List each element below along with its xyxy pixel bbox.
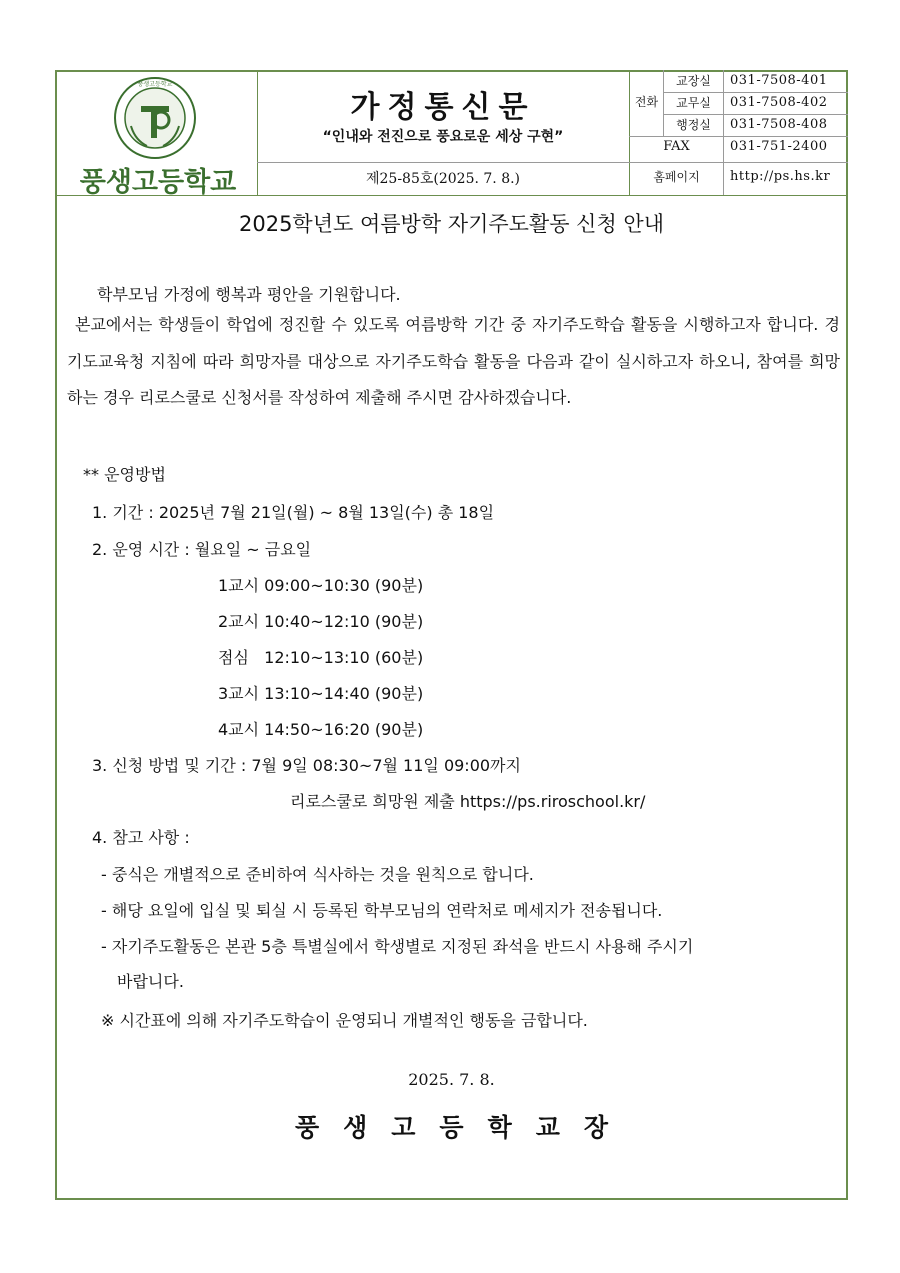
warning-note: ※ 시간표에 의해 자기주도학습이 운영되니 개별적인 행동을 금합니다. xyxy=(101,1011,588,1030)
contact-label: 교무실 xyxy=(676,96,711,110)
note-item: - 중식은 개별적으로 준비하여 식사하는 것을 원칙으로 합니다. xyxy=(101,865,534,884)
contact-number: 031-7508-402 xyxy=(730,95,828,110)
greeting: 학부모님 가정에 행복과 평안을 기원합니다. xyxy=(97,285,401,304)
schedule-row: 4교시 14:50~16:20 (90분) xyxy=(218,720,424,739)
fax-number: 031-751-2400 xyxy=(730,139,828,154)
notice-title: 2025학년도 여름방학 자기주도활동 신청 안내 xyxy=(238,212,664,236)
school-motto: “인내와 전진으로 풍요로운 세상 구현” xyxy=(322,129,564,145)
schedule-row: 2교시 10:40~12:10 (90분) xyxy=(218,612,424,631)
issue-number: 제25-85호(2025. 7. 8.) xyxy=(365,171,521,187)
schedule-row: 1교시 09:00~10:30 (90분) xyxy=(218,576,424,595)
method-heading: ** 운영방법 xyxy=(83,465,166,484)
note-item: - 자기주도활동은 본관 5층 특별실에서 학생별로 지정된 좌석을 반드시 사용해 주시기 xyxy=(101,937,694,956)
apply-item: 3. 신청 방법 및 기간 : 7월 9일 08:30~7월 11일 09:00까지 xyxy=(92,756,521,775)
school-logo-area xyxy=(55,70,257,198)
schedule-row: 3교시 13:10~14:40 (90분) xyxy=(218,684,424,703)
contact-label: 교장실 xyxy=(676,74,711,88)
intro-paragraph: 본교에서는 학생들이 학업에 정진할 수 있도록 여름방학 기간 중 자기주도학습 활동을 시행하고자 합니다. 경기도교육청 지침에 따라 희망자를 대상으로 자기주도학습 활동을 다음과 같이 실시하고자 하오니, 참여를 희망하는 경우 리로스쿨로 신청서를 작성하여 제출해 주시면 감사하겠습니다. xyxy=(67,315,840,407)
emblem-label: 풍생고등학교 xyxy=(137,81,173,88)
document-title: 가정통신문 xyxy=(350,90,536,125)
apply-detail: 리로스쿨로 희망원 제출 https://ps.riroschool.kr/ xyxy=(290,792,646,811)
phone-label: 전화 xyxy=(634,95,659,109)
note-item: - 해당 요일에 입실 및 퇴실 시 등록된 학부모님의 연락처로 메세지가 전송됩니다. xyxy=(101,901,663,920)
title-area xyxy=(257,70,629,162)
contact-label: 행정실 xyxy=(676,118,711,132)
period-item: 1. 기간 : 2025년 7월 21일(월) ~ 8월 13일(수) 총 18일 xyxy=(92,503,495,522)
issue-date: 2025. 7. 8. xyxy=(408,1070,495,1089)
homepage-label: 홈페이지 xyxy=(653,170,700,184)
fax-label: FAX xyxy=(663,139,690,154)
notes-heading: 4. 참고 사항 : xyxy=(92,828,190,847)
hours-item: 2. 운영 시간 : 월요일 ~ 금요일 xyxy=(92,540,312,559)
school-emblem-icon xyxy=(113,76,197,160)
contact-number: 031-7508-408 xyxy=(730,117,828,132)
schedule-row: 점심 12:10~13:10 (60분) xyxy=(218,648,424,667)
principal-signature: 풍생고등학교장 xyxy=(294,1113,633,1142)
note-item-continued: 바랍니다. xyxy=(117,972,184,991)
letter-header xyxy=(55,70,848,197)
contact-number: 031-7508-401 xyxy=(730,73,828,88)
school-name: 풍생고등학교 xyxy=(79,167,237,198)
homepage-url[interactable]: http://ps.hs.kr xyxy=(730,169,831,184)
